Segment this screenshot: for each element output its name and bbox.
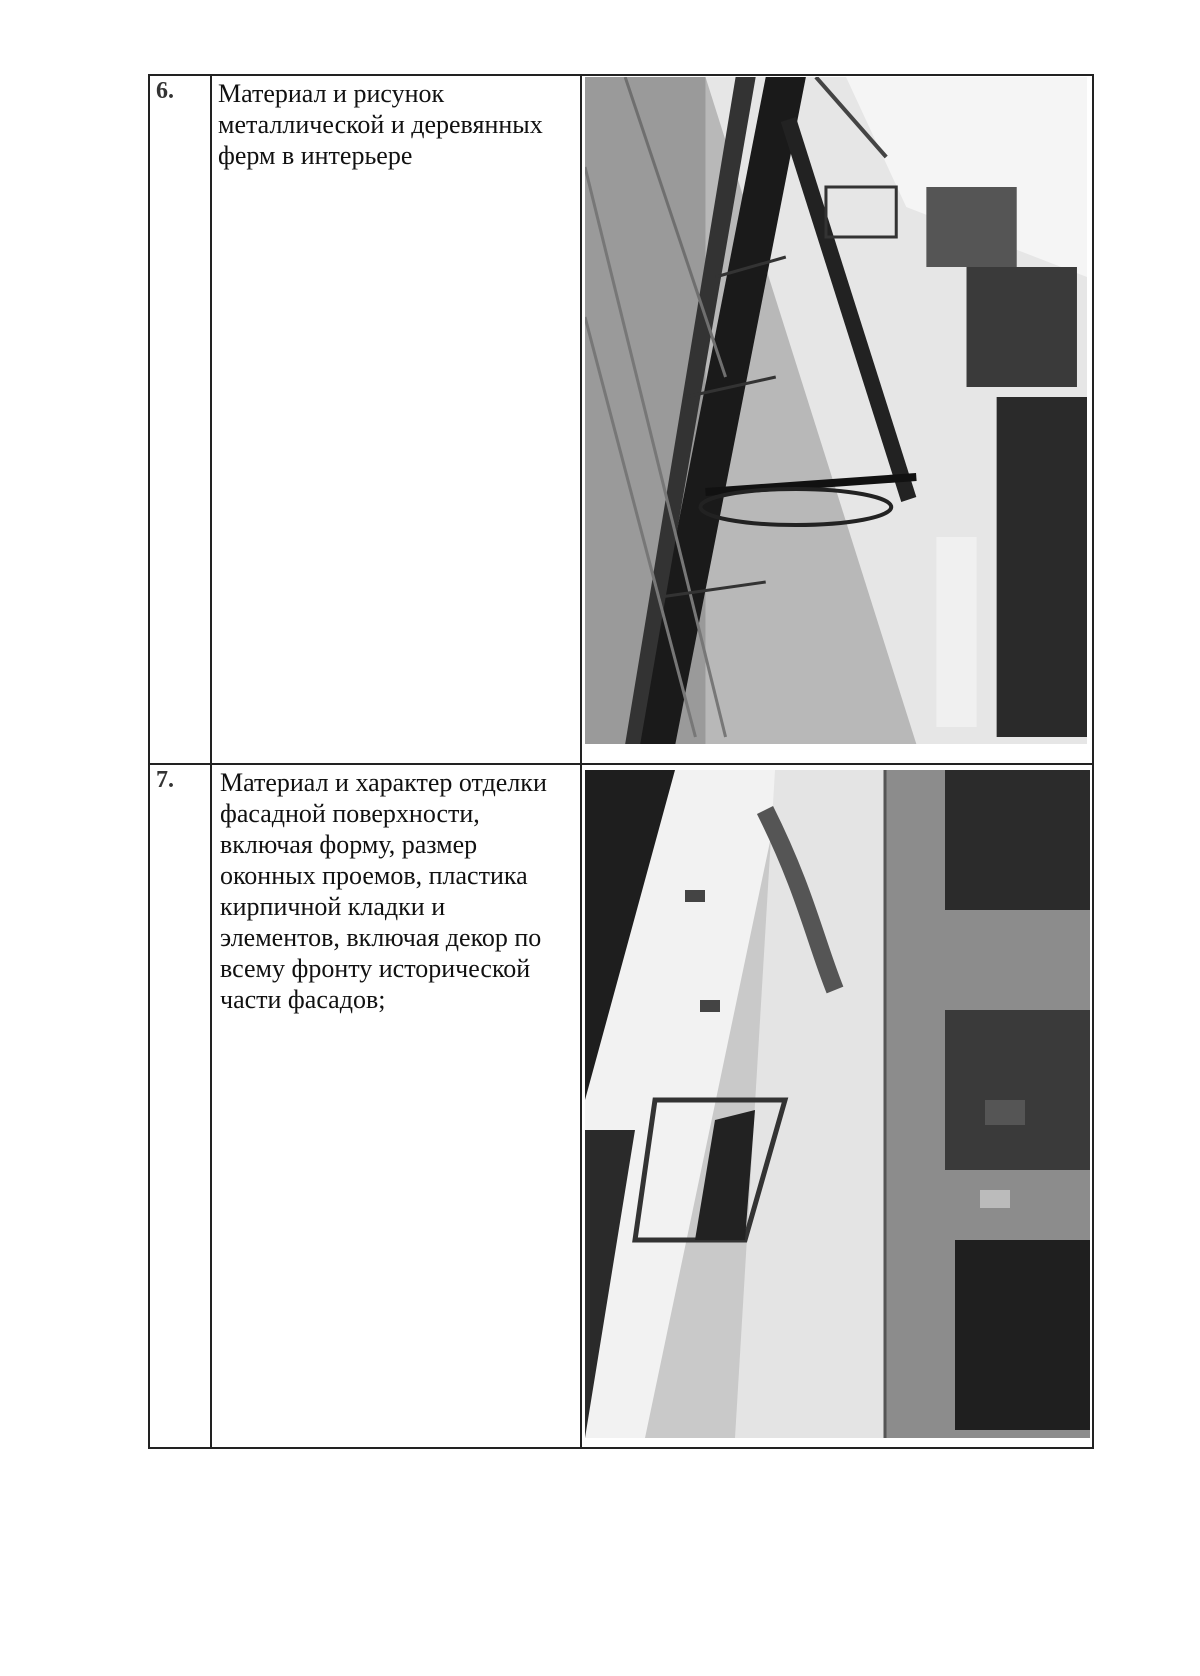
row-number: 6.	[156, 78, 174, 104]
heritage-elements-table	[148, 74, 1094, 1449]
row-description: Материал и рисунок металлической и деревянных ферм в интерьере	[218, 79, 543, 170]
row-description: Материал и характер отделки фасадной поверхности, включая форму, размер оконных проемов, пластика кирпичной кладки и элементов, включая декор по всему фронту исторической части фасадов;	[220, 768, 547, 1014]
row-number: 7.	[156, 767, 174, 793]
table-row	[148, 74, 1094, 763]
interior-truss-photo	[585, 77, 1087, 744]
table-row	[148, 763, 1094, 1449]
facade-photo	[585, 770, 1090, 1438]
